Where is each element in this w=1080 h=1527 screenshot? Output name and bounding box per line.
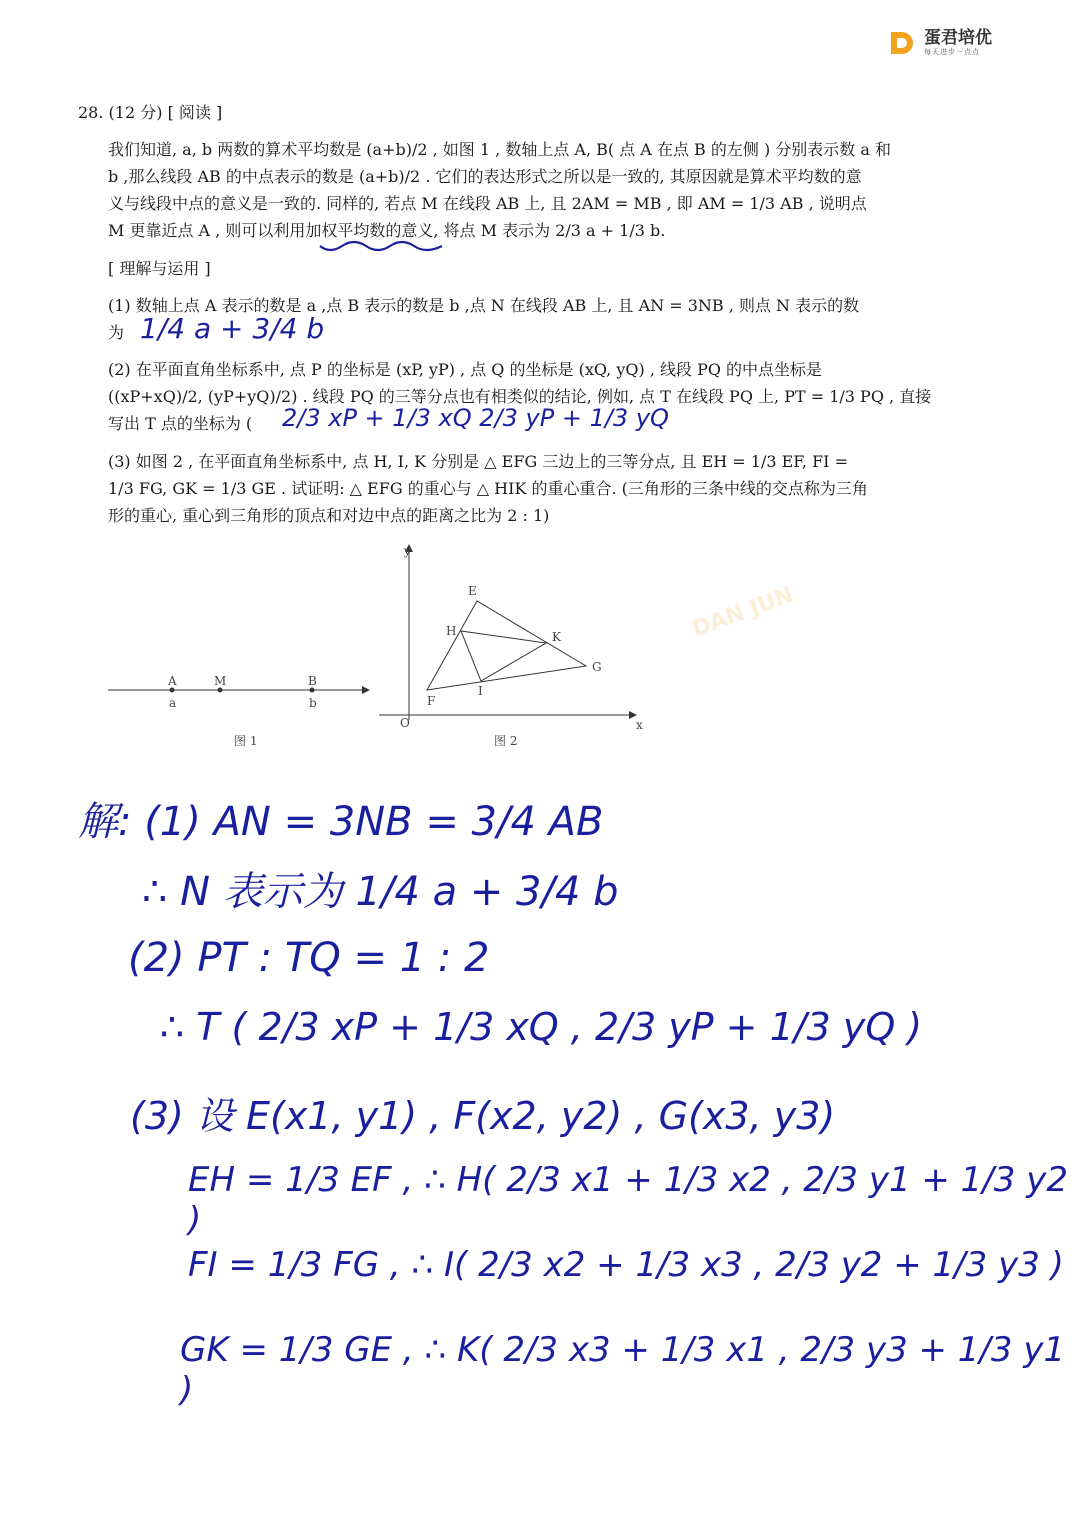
handwritten-answer-1: 1/4 a + 3/4 b bbox=[140, 312, 325, 345]
question-tag: [ 阅读 ] bbox=[167, 103, 223, 122]
vertex-G: G bbox=[592, 660, 602, 674]
logo-d-icon bbox=[888, 28, 918, 58]
solution-line: GK = 1/3 GE , ∴ K( 2/3 x3 + 1/3 x1 , 2/3 y3 + 1/3 y1 ) bbox=[180, 1330, 1066, 1410]
intro-line: 义与线段中点的意义是一致的. 同样的, 若点 M 在线段 AB 上, 且 2AM = MB , 即 AM = 1/3 AB , 说明点 bbox=[108, 194, 867, 213]
vertex-E: E bbox=[468, 584, 477, 598]
wavy-underline bbox=[318, 240, 448, 254]
solution-line: 解: (1) AN = 3NB = 3/4 AB bbox=[78, 799, 604, 845]
part3-line: 1/3 FG, GK = 1/3 GE . 试证明: △ EFG 的重心与 △ HIK 的重心重合. (三角形的三条中线的交点称为三角 bbox=[108, 479, 868, 498]
axis-y-label: y bbox=[404, 544, 411, 558]
value-a: a bbox=[169, 696, 177, 710]
part1-line: (1) 数轴上点 A 表示的数是 a ,点 B 表示的数是 b ,点 N 在线段 AB 上, 且 AN = 3NB , 则点 N 表示的数 bbox=[108, 296, 860, 315]
solution-line: ∴ T ( 2/3 xP + 1/3 xQ , 2/3 yP + 1/3 yQ ) bbox=[160, 1005, 923, 1049]
part3 bbox=[108, 448, 1008, 529]
value-b: b bbox=[309, 696, 317, 710]
solution-line: (2) PT : TQ = 1 : 2 bbox=[128, 935, 490, 981]
part2-line: 写出 T 点的坐标为 ( bbox=[108, 414, 253, 433]
solution-line: ∴ N 表示为 1/4 a + 3/4 b bbox=[142, 869, 619, 915]
part2-line: ((xP+xQ)/2, (yP+yQ)/2) . 线段 PQ 的三等分点也有相类似的结论, 例如, 点 T 在线段 PQ 上, PT = 1/3 PQ , 直接 bbox=[108, 387, 932, 406]
question-header bbox=[78, 100, 222, 123]
figure2-caption: 图 2 bbox=[494, 734, 518, 748]
brand-logo bbox=[888, 28, 992, 58]
intro-paragraph bbox=[108, 136, 1008, 244]
vertex-H: H bbox=[446, 624, 457, 638]
origin-label: O bbox=[400, 716, 410, 730]
point-a bbox=[170, 688, 175, 693]
axis-x-label: x bbox=[636, 718, 643, 732]
vertex-F: F bbox=[427, 694, 436, 708]
solution-line: EH = 1/3 EF , ∴ H( 2/3 x1 + 1/3 x2 , 2/3 y1 + 1/3 y2 ) bbox=[188, 1160, 1068, 1240]
part3-line: (3) 如图 2 , 在平面直角坐标系中, 点 H, I, K 分别是 △ EFG 三边上的三等分点, 且 EH = 1/3 EF, FI = bbox=[108, 452, 848, 471]
section-heading: [ 理解与运用 ] bbox=[108, 259, 211, 278]
solution-line: (3) 设 E(x1, y1) , F(x2, y2) , G(x3, y3) bbox=[130, 1094, 836, 1138]
part3-line: 形的重心, 重心到三角形的顶点和对边中点的距离之比为 2 : 1) bbox=[108, 506, 550, 525]
point-m bbox=[218, 688, 223, 693]
intro-line: M 更靠近点 A , 则可以利用加权平均数的意义, 将点 M 表示为 2/3 a + 1/3 b. bbox=[108, 221, 666, 240]
intro-line: 我们知道, a, b 两数的算术平均数是 (a+b)/2 , 如图 1 , 数轴上点 A, B( 点 A 在点 B 的左侧 ) 分别表示数 a 和 bbox=[108, 140, 892, 159]
vertex-I: I bbox=[478, 684, 483, 698]
vertex-K: K bbox=[552, 630, 561, 644]
part2-line: (2) 在平面直角坐标系中, 点 P 的坐标是 (xP, yP) , 点 Q 的坐标是 (xQ, yQ) , 线段 PQ 的中点坐标是 bbox=[108, 360, 823, 379]
handwritten-answer-2: 2/3 xP + 1/3 xQ 2/3 yP + 1/3 yQ bbox=[282, 404, 669, 432]
figure2-triangles bbox=[375, 540, 655, 740]
brand-name: 蛋君培优 bbox=[924, 28, 992, 48]
label-B: B bbox=[308, 674, 317, 688]
label-A: A bbox=[168, 674, 177, 688]
intro-line: b ,那么线段 AB 的中点表示的数是 (a+b)/2 . 它们的表达形式之所以是一致的, 其原因就是算术平均数的意 bbox=[108, 167, 862, 186]
brand-slogan: 每天进步一点点 bbox=[924, 48, 980, 56]
triangle-efg bbox=[427, 601, 586, 690]
point-b bbox=[310, 688, 315, 693]
figure1-caption: 图 1 bbox=[234, 734, 258, 748]
label-M: M bbox=[214, 674, 227, 688]
question-number: 28. bbox=[78, 103, 104, 122]
solution-line: FI = 1/3 FG , ∴ I( 2/3 x2 + 1/3 x3 , 2/3 y2 + 1/3 y3 ) bbox=[188, 1245, 1064, 1285]
question-score: (12 分) bbox=[108, 103, 163, 122]
figure1-number-line bbox=[100, 660, 380, 720]
watermark: DAN JUN bbox=[688, 582, 797, 643]
part1-line: 为 bbox=[108, 323, 125, 342]
